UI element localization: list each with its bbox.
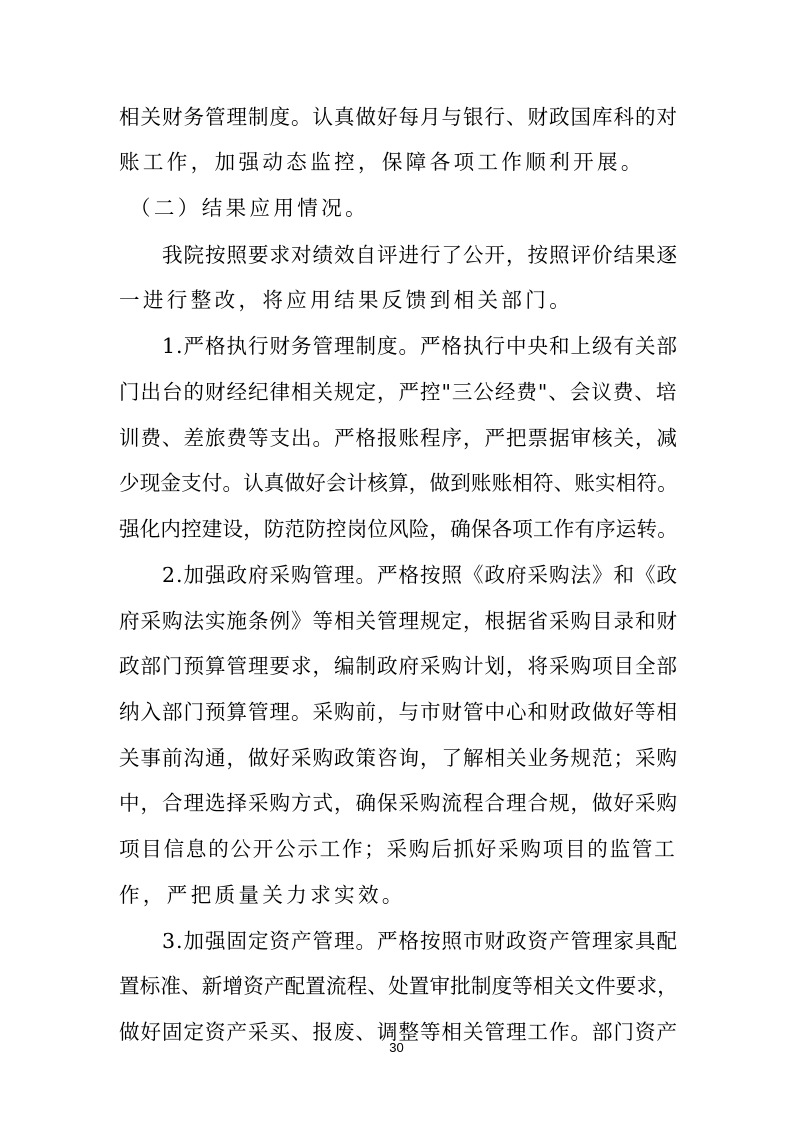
text-line: 账工作，加强动态监控，保障各项工作顺利开展。	[119, 150, 645, 174]
text-line: 做好固定资产采买、报废、调整等相关管理工作。部门资产	[119, 1020, 678, 1044]
text-line: 作，严把质量关力求实效。	[119, 883, 406, 907]
text-line: 门出台的财经纪律相关规定，严控"三公经费"、会议费、培	[119, 380, 678, 404]
text-line: 相关财务管理制度。认真做好每月与银行、财政国库科的对	[119, 105, 678, 129]
text-line: 3.加强固定资产管理。严格按照市财政资产管理家具配	[162, 929, 679, 953]
text-line: 强化内控建设，防范防控岗位风险，确保各项工作有序运转。	[119, 517, 678, 541]
text-line: 训费、差旅费等支出。严格报账程序，严把票据审核关，减	[119, 426, 678, 450]
page-number: 30	[389, 1040, 404, 1055]
text-line: 府采购法实施条例》等相关管理规定，根据省采购目录和财	[119, 609, 678, 633]
text-line: 纳入部门预算管理。采购前，与市财管中心和财政做好等相	[119, 700, 678, 724]
text-line: 少现金支付。认真做好会计核算，做到账账相符、账实相符。	[119, 471, 678, 495]
text-line: 置标准、新增资产配置流程、处置审批制度等相关文件要求，	[119, 974, 678, 998]
text-line: 中，合理选择采购方式，确保采购流程合理合规，做好采购	[119, 791, 678, 815]
text-line: 一进行整改，将应用结果反馈到相关部门。	[119, 288, 574, 312]
text-line: 关事前沟通，做好采购政策咨询，了解相关业务规范；采购	[119, 746, 678, 770]
text-line: 我院按照要求对绩效自评进行了公开，按照评价结果逐	[162, 243, 678, 267]
text-line: 2.加强政府采购管理。严格按照《政府采购法》和《政	[162, 563, 679, 587]
section-heading: （二）结果应用情况。	[130, 196, 369, 220]
text-line: 1.严格执行财务管理制度。严格执行中央和上级有关部	[162, 334, 679, 358]
text-line: 项目信息的公开公示工作；采购后抓好采购项目的监管工	[119, 837, 677, 861]
text-line: 政部门预算管理要求，编制政府采购计划，将采购项目全部	[119, 654, 678, 678]
